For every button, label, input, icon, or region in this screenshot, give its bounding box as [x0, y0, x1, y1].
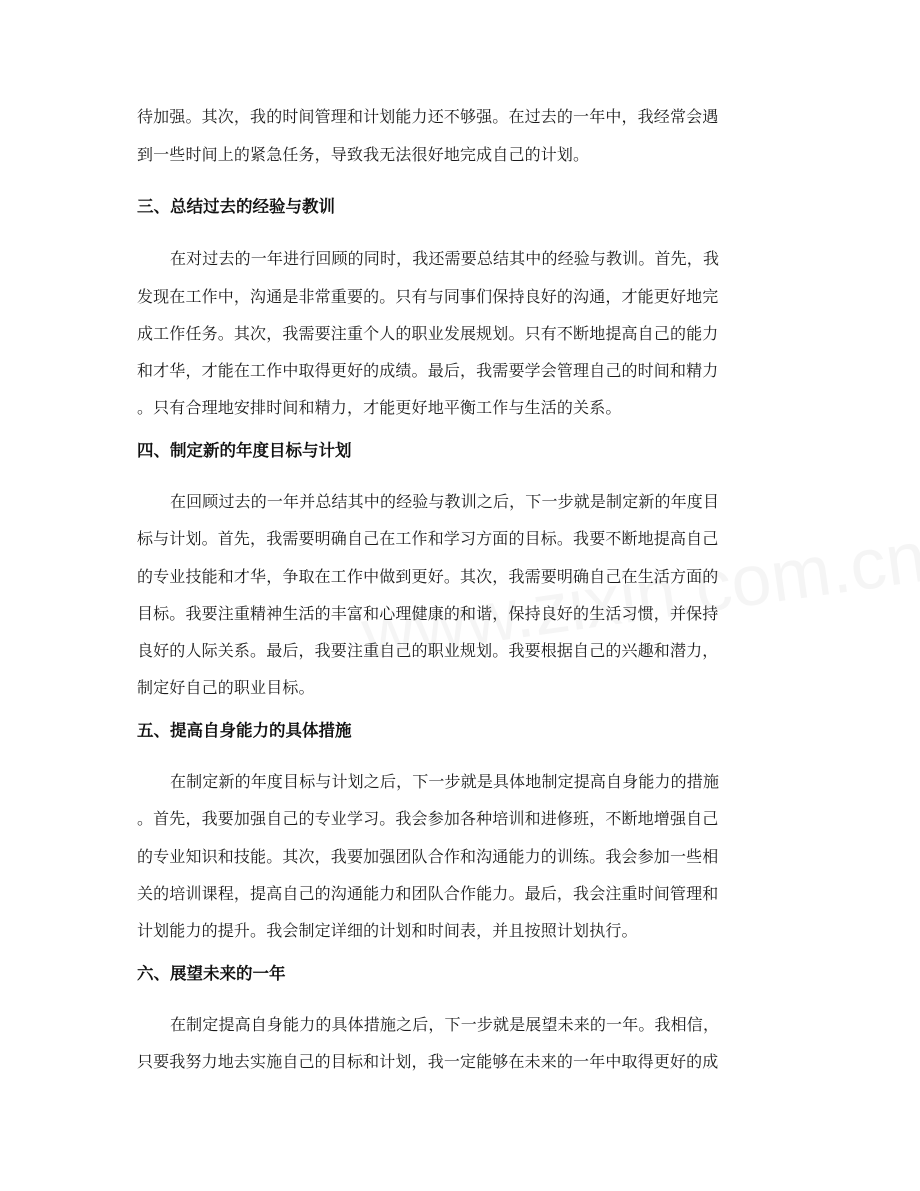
paragraph-line: 在对过去的一年进行回顾的同时，我还需要总结其中的经验与教训。首先，我 [170, 249, 720, 268]
paragraph-line: 在回顾过去的一年并总结其中的经验与教训之后，下一步就是制定新的年度目 [170, 492, 720, 511]
paragraph-line: 良好的人际关系。最后，我要注重自己的职业规划。我要根据自己的兴趣和潜力， [137, 641, 719, 660]
section-heading: 四、制定新的年度目标与计划 [137, 441, 352, 460]
intro-line: 待加强。其次，我的时间管理和计划能力还不够强。在过去的一年中，我经常会遇 [137, 107, 719, 126]
intro-line: 到一些时间上的紧急任务，导致我无法很好地完成自己的计划。 [137, 145, 590, 164]
paragraph-line: 只要我努力地去实施自己的目标和计划，我一定能够在未来的一年中取得更好的成 [137, 1052, 719, 1071]
paragraph-line: 。首先，我要加强自己的专业学习。我会参加各种培训和进修班，不断地增强自己 [137, 809, 719, 828]
paragraph-line: 在制定提高自身能力的具体措施之后，下一步就是展望未来的一年。我相信， [170, 1015, 720, 1034]
section-heading: 六、展望未来的一年 [137, 964, 286, 983]
paragraph-line: 的专业技能和才华，争取在工作中做到更好。其次，我需要明确自己在生活方面的 [137, 567, 719, 586]
paragraph-line: 计划能力的提升。我会制定详细的计划和时间表，并且按照计划执行。 [137, 921, 638, 940]
section-heading: 三、总结过去的经验与教训 [137, 197, 335, 216]
paragraph-line: 标与计划。首先，我需要明确自己在工作和学习方面的目标。我要不断地提高自己 [137, 529, 719, 548]
paragraph-line: 制定好自己的职业目标。 [137, 678, 315, 697]
paragraph-line: 在制定新的年度目标与计划之后，下一步就是具体地制定提高自身能力的措施 [170, 772, 720, 791]
paragraph-line: 的专业知识和技能。其次，我要加强团队合作和沟通能力的训练。我会参加一些相 [137, 847, 719, 866]
paragraph-line: 目标。我要注重精神生活的丰富和心理健康的和谐，保持良好的生活习惯，并保持 [137, 604, 719, 623]
paragraph-line: 成工作任务。其次，我需要注重个人的职业发展规划。只有不断地提高自己的能力 [137, 324, 719, 343]
paragraph-line: 。只有合理地安排时间和精力，才能更好地平衡工作与生活的关系。 [137, 398, 622, 417]
paragraph-line: 和才华，才能在工作中取得更好的成绩。最后，我需要学会管理自己的时间和精力 [137, 361, 719, 380]
paragraph-line: 发现在工作中，沟通是非常重要的。只有与同事们保持良好的沟通，才能更好地完 [137, 287, 719, 306]
section-heading: 五、提高自身能力的具体措施 [137, 721, 352, 740]
paragraph-line: 关的培训课程，提高自己的沟通能力和团队合作能力。最后，我会注重时间管理和 [137, 884, 719, 903]
